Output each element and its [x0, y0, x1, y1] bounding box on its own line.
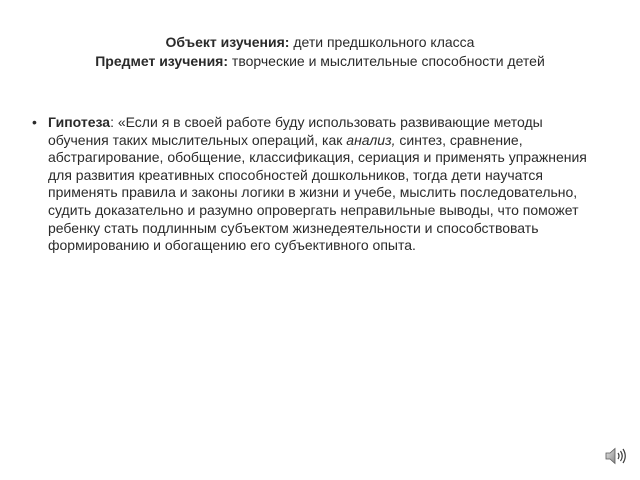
speaker-icon[interactable]	[605, 447, 627, 465]
hypothesis-label: Гипотеза	[48, 114, 111, 130]
hypothesis-line-2-after: синтез, сравнение,	[395, 131, 523, 148]
object-of-study-text: дети предшкольного класса	[289, 34, 475, 50]
hypothesis-line-7: ребенку стать подлинным субъектом жизнедеятельности и способствовать	[48, 219, 539, 236]
content-body	[28, 114, 610, 255]
hypothesis-line-2	[48, 132, 610, 150]
object-of-study-line	[20, 33, 620, 52]
hypothesis-line-5: применять правила и законы логики в жизни и учебе, мыслить последовательно,	[48, 184, 578, 201]
hypothesis-line-1-text: : «Если я в своей работе буду использовать развивающие методы	[110, 114, 543, 130]
hypothesis-line-3: абстрагирование, обобщение, классификация, сериация и применять упражнения	[48, 149, 587, 166]
speaker-icon-graphic	[605, 447, 627, 465]
hypothesis-line-4: для развития креативных способностей дошкольников, тогда дети научатся	[48, 166, 543, 183]
hypothesis-line-6: судить доказательно и разумно опровергать неправильные выводы, что поможет	[48, 201, 579, 218]
subject-of-study-label: Предмет изучения:	[95, 53, 229, 69]
slide-title	[20, 33, 620, 71]
hypothesis-line-1	[48, 114, 610, 132]
hypothesis-line-2-italic: анализ,	[346, 131, 396, 148]
bullet-marker: •	[32, 114, 37, 130]
subject-of-study-text: творческие и мыслительные способности детей	[228, 53, 545, 69]
object-of-study-label: Объект изучения:	[165, 34, 290, 50]
subject-of-study-line	[20, 52, 620, 71]
hypothesis-line-2-before: обучения таких мыслительных операций, как	[48, 131, 347, 148]
hypothesis-bullet	[28, 114, 610, 255]
hypothesis-line-8: формированию и обогащению его субъективного опыта.	[48, 237, 416, 254]
